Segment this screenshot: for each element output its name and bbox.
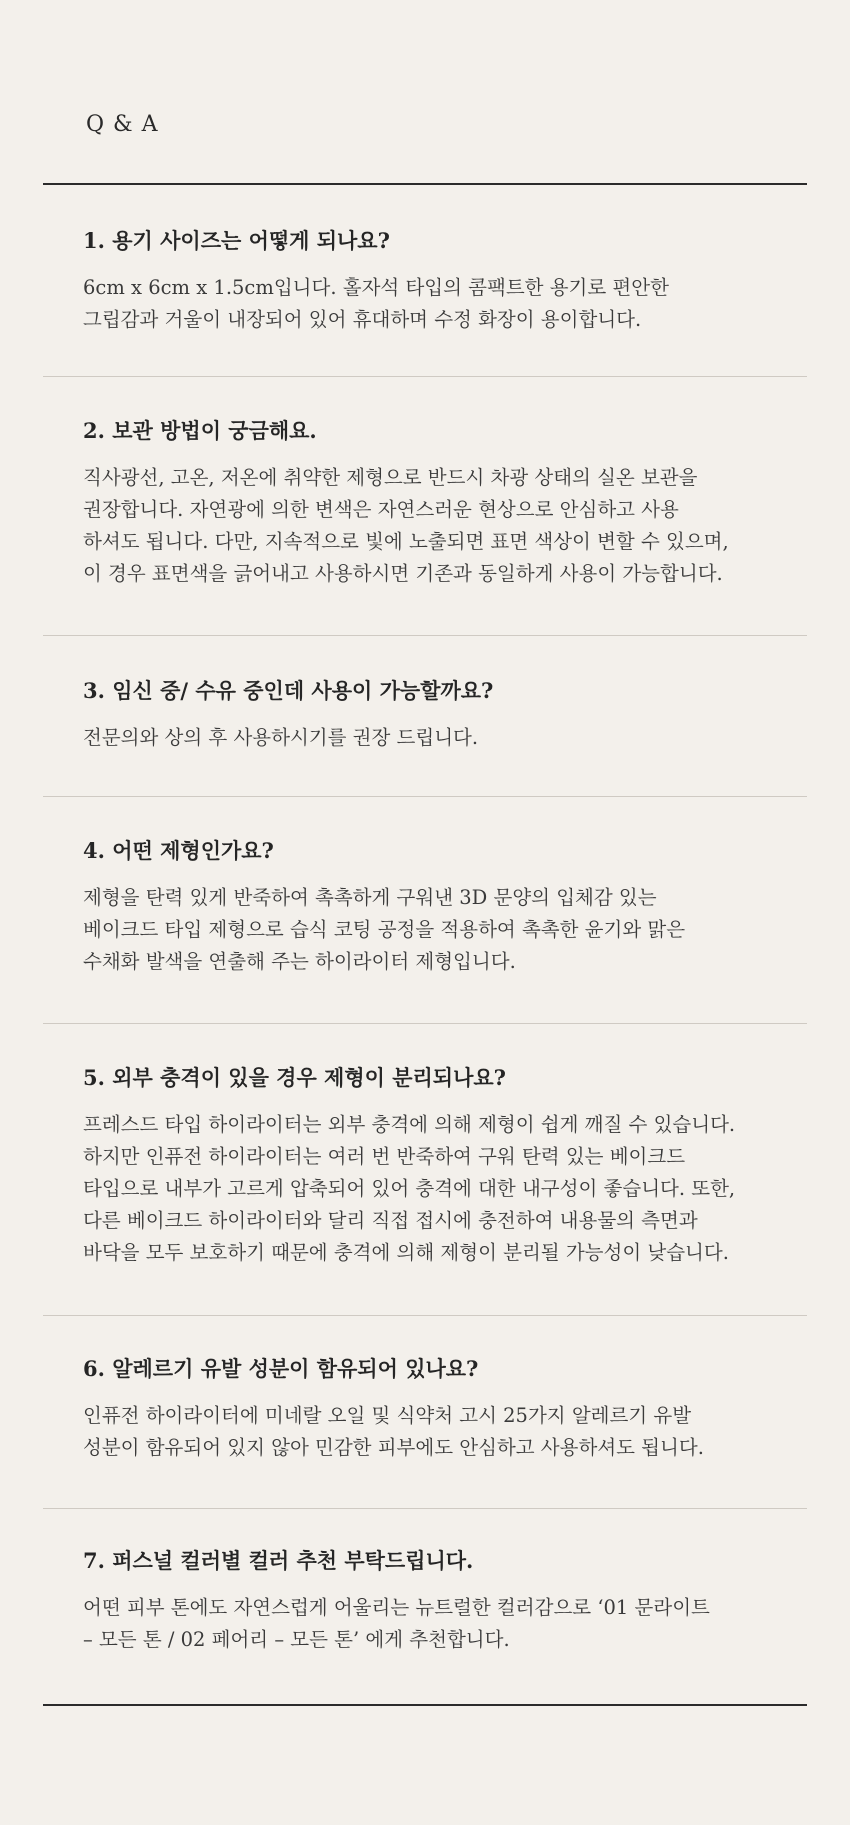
qa-item-1 <box>83 226 803 336</box>
item-divider <box>43 376 807 377</box>
answer-line: 권장합니다. 자연광에 의한 변색은 자연스러운 현상으로 안심하고 사용 <box>83 498 679 521</box>
header-divider <box>43 183 807 185</box>
question-2: 2. 보관 방법이 궁금해요. <box>83 418 317 443</box>
footer-divider <box>43 1704 807 1706</box>
answer-line: 인퓨전 하이라이터에 미네랄 오일 및 식약처 고시 25가지 알레르기 유발 <box>83 1404 692 1427</box>
item-divider <box>43 635 807 636</box>
answer-line: 제형을 탄력 있게 반죽하여 촉촉하게 구워낸 3D 문양의 입체감 있는 <box>83 886 657 909</box>
qa-item-5 <box>83 1063 803 1269</box>
answer-line: 바닥을 모두 보호하기 때문에 충격에 의해 제형이 분리될 가능성이 낮습니다. <box>83 1241 729 1264</box>
item-divider <box>43 1508 807 1509</box>
item-divider <box>43 796 807 797</box>
qa-item-6 <box>83 1354 803 1464</box>
qa-item-2 <box>83 416 803 590</box>
answer-1 <box>83 272 803 336</box>
answer-5 <box>83 1109 803 1269</box>
answer-line: 이 경우 표면색을 긁어내고 사용하시면 기존과 동일하게 사용이 가능합니다. <box>83 562 723 585</box>
answer-3 <box>83 722 803 754</box>
answer-line: 베이크드 타입 제형으로 습식 코팅 공정을 적용하여 촉촉한 윤기와 맑은 <box>83 918 686 941</box>
item-divider <box>43 1315 807 1316</box>
answer-line: 하지만 인퓨전 하이라이터는 여러 번 반죽하여 구워 탄력 있는 베이크드 <box>83 1145 686 1168</box>
answer-2 <box>83 462 803 590</box>
item-divider <box>43 1023 807 1024</box>
answer-line: 다른 베이크드 하이라이터와 달리 직접 접시에 충전하여 내용물의 측면과 <box>83 1209 698 1232</box>
question-3: 3. 임신 중/ 수유 중인데 사용이 가능할까요? <box>83 678 494 703</box>
question-5: 5. 외부 충격이 있을 경우 제형이 분리되나요? <box>83 1065 506 1090</box>
question-1: 1. 용기 사이즈는 어떻게 되나요? <box>83 228 390 253</box>
answer-line: 성분이 함유되어 있지 않아 민감한 피부에도 안심하고 사용하셔도 됩니다. <box>83 1436 704 1459</box>
question-6: 6. 알레르기 유발 성분이 함유되어 있나요? <box>83 1356 479 1381</box>
answer-line: 하셔도 됩니다. 다만, 지속적으로 빛에 노출되면 표면 색상이 변할 수 있으며, <box>83 530 729 553</box>
answer-6 <box>83 1400 803 1464</box>
question-4: 4. 어떤 제형인가요? <box>83 838 274 863</box>
qa-item-3 <box>83 676 803 754</box>
answer-line: 타입으로 내부가 고르게 압축되어 있어 충격에 대한 내구성이 좋습니다. 또한, <box>83 1177 736 1200</box>
qa-item-4 <box>83 836 803 978</box>
answer-line: 6cm x 6cm x 1.5cm입니다. 홀자석 타입의 콤팩트한 용기로 편안한 <box>83 276 669 299</box>
answer-4 <box>83 882 803 978</box>
answer-line: 전문의와 상의 후 사용하시기를 권장 드립니다. <box>83 726 479 749</box>
answer-line: 직사광선, 고온, 저온에 취약한 제형으로 반드시 차광 상태의 실온 보관을 <box>83 466 698 489</box>
qa-item-7 <box>83 1546 803 1656</box>
answer-line: 어떤 피부 톤에도 자연스럽게 어울리는 뉴트럴한 컬러감으로 ‘01 문라이트 <box>83 1596 710 1619</box>
answer-line: 수채화 발색을 연출해 주는 하이라이터 제형입니다. <box>83 950 516 973</box>
question-7: 7. 퍼스널 컬러별 컬러 추천 부탁드립니다. <box>83 1548 474 1573</box>
answer-line: – 모든 톤 / 02 페어리 – 모든 톤’ 에게 추천합니다. <box>83 1628 510 1651</box>
answer-line: 그립감과 거울이 내장되어 있어 휴대하며 수정 화장이 용이합니다. <box>83 308 642 331</box>
answer-line: 프레스드 타입 하이라이터는 외부 충격에 의해 제형이 쉽게 깨질 수 있습니다. <box>83 1113 736 1136</box>
answer-7 <box>83 1592 803 1656</box>
page-title: Q & A <box>86 112 159 137</box>
